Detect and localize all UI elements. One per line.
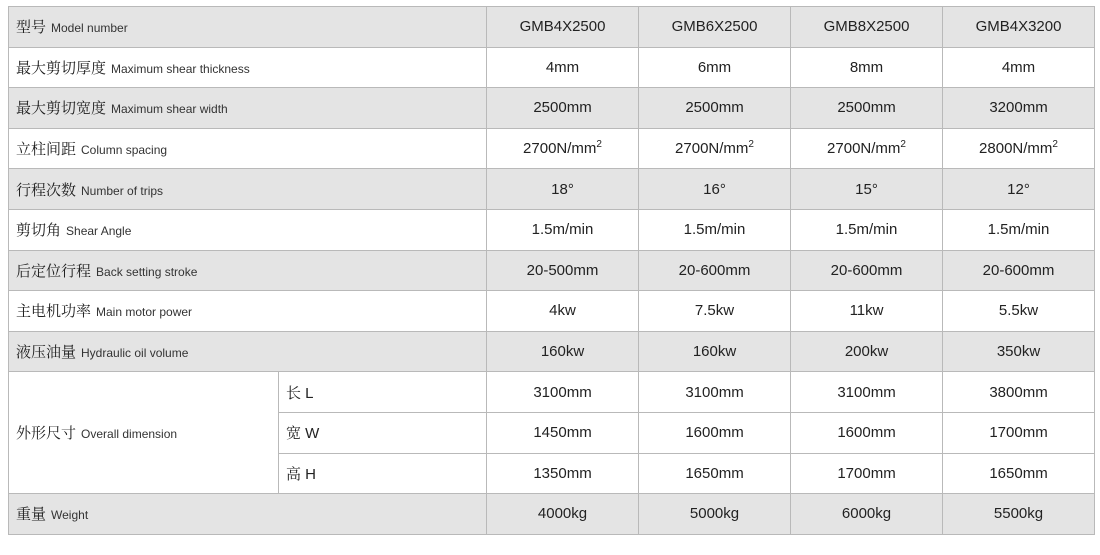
weight-label [9,494,487,535]
value-cell [791,291,943,332]
row-label-en: Main motor power [96,305,193,320]
row-label-en: Column spacing [81,143,168,158]
value-text: 2800N/mm [979,140,1053,158]
value-cell [639,88,791,129]
value-cell [943,169,1095,210]
spec-table [8,6,1095,535]
value-cell [487,291,639,332]
row-label-zh: 剪切角 [16,222,62,240]
value-cell [639,128,791,169]
table-row [9,47,1095,88]
dimension-sub-label: 长 L [279,372,487,413]
value-text: 160kw [540,343,585,361]
value-text: 2700N/mm [523,140,597,158]
value-cell: 4000kg [487,494,639,535]
value-text: 350kw [996,343,1041,361]
value-cell: 3100mm [487,372,639,413]
value-text: 200kw [844,343,889,361]
value-text: 1.5m/min [835,221,898,239]
value-text: 2700N/mm [675,140,749,158]
value-cell: 5500kg [943,494,1095,535]
table-row [9,169,1095,210]
overall-dimension-label [9,372,279,494]
value-cell [791,209,943,250]
value-text: 160kw [692,343,737,361]
value-cell [639,47,791,88]
value-cell [487,250,639,291]
row-label-en: Hydraulic oil volume [81,346,189,361]
value-text: 12° [1007,180,1030,198]
value-superscript: 2 [900,139,906,151]
value-text: 20-600mm [830,261,903,279]
value-cell: 1450mm [487,412,639,453]
value-cell: 1700mm [943,412,1095,453]
value-cell: 6000kg [791,494,943,535]
table-row [9,494,1095,535]
value-text: 2500mm [533,99,592,117]
value-cell: 1350mm [487,453,639,494]
value-text: 4mm [1001,58,1036,76]
overall-dimension-en: Overall dimension [81,427,178,442]
value-cell [943,128,1095,169]
value-cell: 5000kg [639,494,791,535]
value-cell [943,88,1095,129]
weight-label-zh: 重量 [16,506,47,524]
table-row [9,209,1095,250]
row-label-en: Shear Angle [66,224,132,239]
row-label [9,250,487,291]
model-name: GMB8X2500 [791,7,943,48]
value-cell: 1650mm [639,453,791,494]
dimension-sub-label: 宽 W [279,412,487,453]
value-cell [639,209,791,250]
value-text: 1.5m/min [683,221,746,239]
value-cell [791,331,943,372]
value-cell [791,88,943,129]
row-label-zh: 主电机功率 [16,303,92,321]
value-cell [943,250,1095,291]
value-superscript: 2 [748,139,754,151]
row-label-zh: 后定位行程 [16,262,92,280]
row-label-zh: 行程次数 [16,181,77,199]
overall-dimension-zh: 外形尺寸 [16,425,77,443]
table-row [9,88,1095,129]
model-number-label [9,7,487,48]
value-cell [639,291,791,332]
value-text: 2500mm [837,99,896,117]
row-label-en: Number of trips [81,183,164,198]
value-cell [943,331,1095,372]
row-label-zh: 液压油量 [16,344,77,362]
row-label-zh: 立柱间距 [16,141,77,159]
value-cell [639,331,791,372]
value-cell [943,291,1095,332]
row-label [9,169,487,210]
value-cell: 1650mm [943,453,1095,494]
value-cell [487,331,639,372]
value-cell [487,47,639,88]
value-text: 4kw [549,302,576,320]
value-cell [487,88,639,129]
value-text: 1.5m/min [987,221,1050,239]
value-cell: 3800mm [943,372,1095,413]
value-text: 11kw [849,302,884,320]
value-superscript: 2 [1052,139,1058,151]
row-label [9,291,487,332]
value-text: 20-600mm [678,261,751,279]
table-row [9,291,1095,332]
table-row [9,128,1095,169]
value-text: 4mm [545,58,580,76]
value-cell [791,47,943,88]
value-text: 1.5m/min [531,221,594,239]
value-text: 7.5kw [694,302,735,320]
value-text: 16° [703,180,726,198]
value-text: 18° [551,180,574,198]
value-text: 6mm [697,58,732,76]
model-name: GMB4X3200 [943,7,1095,48]
row-label [9,209,487,250]
value-cell: 3100mm [791,372,943,413]
value-cell [791,250,943,291]
model-name: GMB6X2500 [639,7,791,48]
model-number-label-en: Model number [51,21,128,36]
row-label-en: Back setting stroke [96,264,198,279]
value-cell: 3100mm [639,372,791,413]
row-label [9,128,487,169]
value-text: 20-500mm [526,261,599,279]
row-label [9,88,487,129]
value-cell [639,250,791,291]
value-cell [487,128,639,169]
value-cell: 1700mm [791,453,943,494]
value-text: 15° [855,180,878,198]
dimension-sub-label: 高 H [279,453,487,494]
weight-label-en: Weight [51,508,89,523]
value-cell [943,47,1095,88]
row-label [9,331,487,372]
value-cell: 1600mm [639,412,791,453]
value-text: 8mm [849,58,884,76]
row-label-zh: 最大剪切宽度 [16,100,107,118]
table-row [9,372,1095,413]
table-row [9,250,1095,291]
model-number-label-zh: 型号 [16,19,47,37]
value-text: 5.5kw [998,302,1039,320]
row-label-en: Maximum shear thickness [111,61,250,76]
row-label-zh: 最大剪切厚度 [16,59,107,77]
value-cell [791,128,943,169]
spec-table-body [9,7,1095,535]
value-text: 2500mm [685,99,744,117]
value-text: 2700N/mm [827,140,901,158]
value-cell: 1600mm [791,412,943,453]
table-row [9,7,1095,48]
row-label [9,47,487,88]
value-cell [791,169,943,210]
row-label-en: Maximum shear width [111,102,228,117]
model-name: GMB4X2500 [487,7,639,48]
value-cell [639,169,791,210]
value-text: 20-600mm [982,261,1055,279]
value-cell [487,169,639,210]
value-superscript: 2 [596,139,602,151]
value-cell [943,209,1095,250]
table-row [9,331,1095,372]
value-cell [487,209,639,250]
value-text: 3200mm [989,99,1048,117]
